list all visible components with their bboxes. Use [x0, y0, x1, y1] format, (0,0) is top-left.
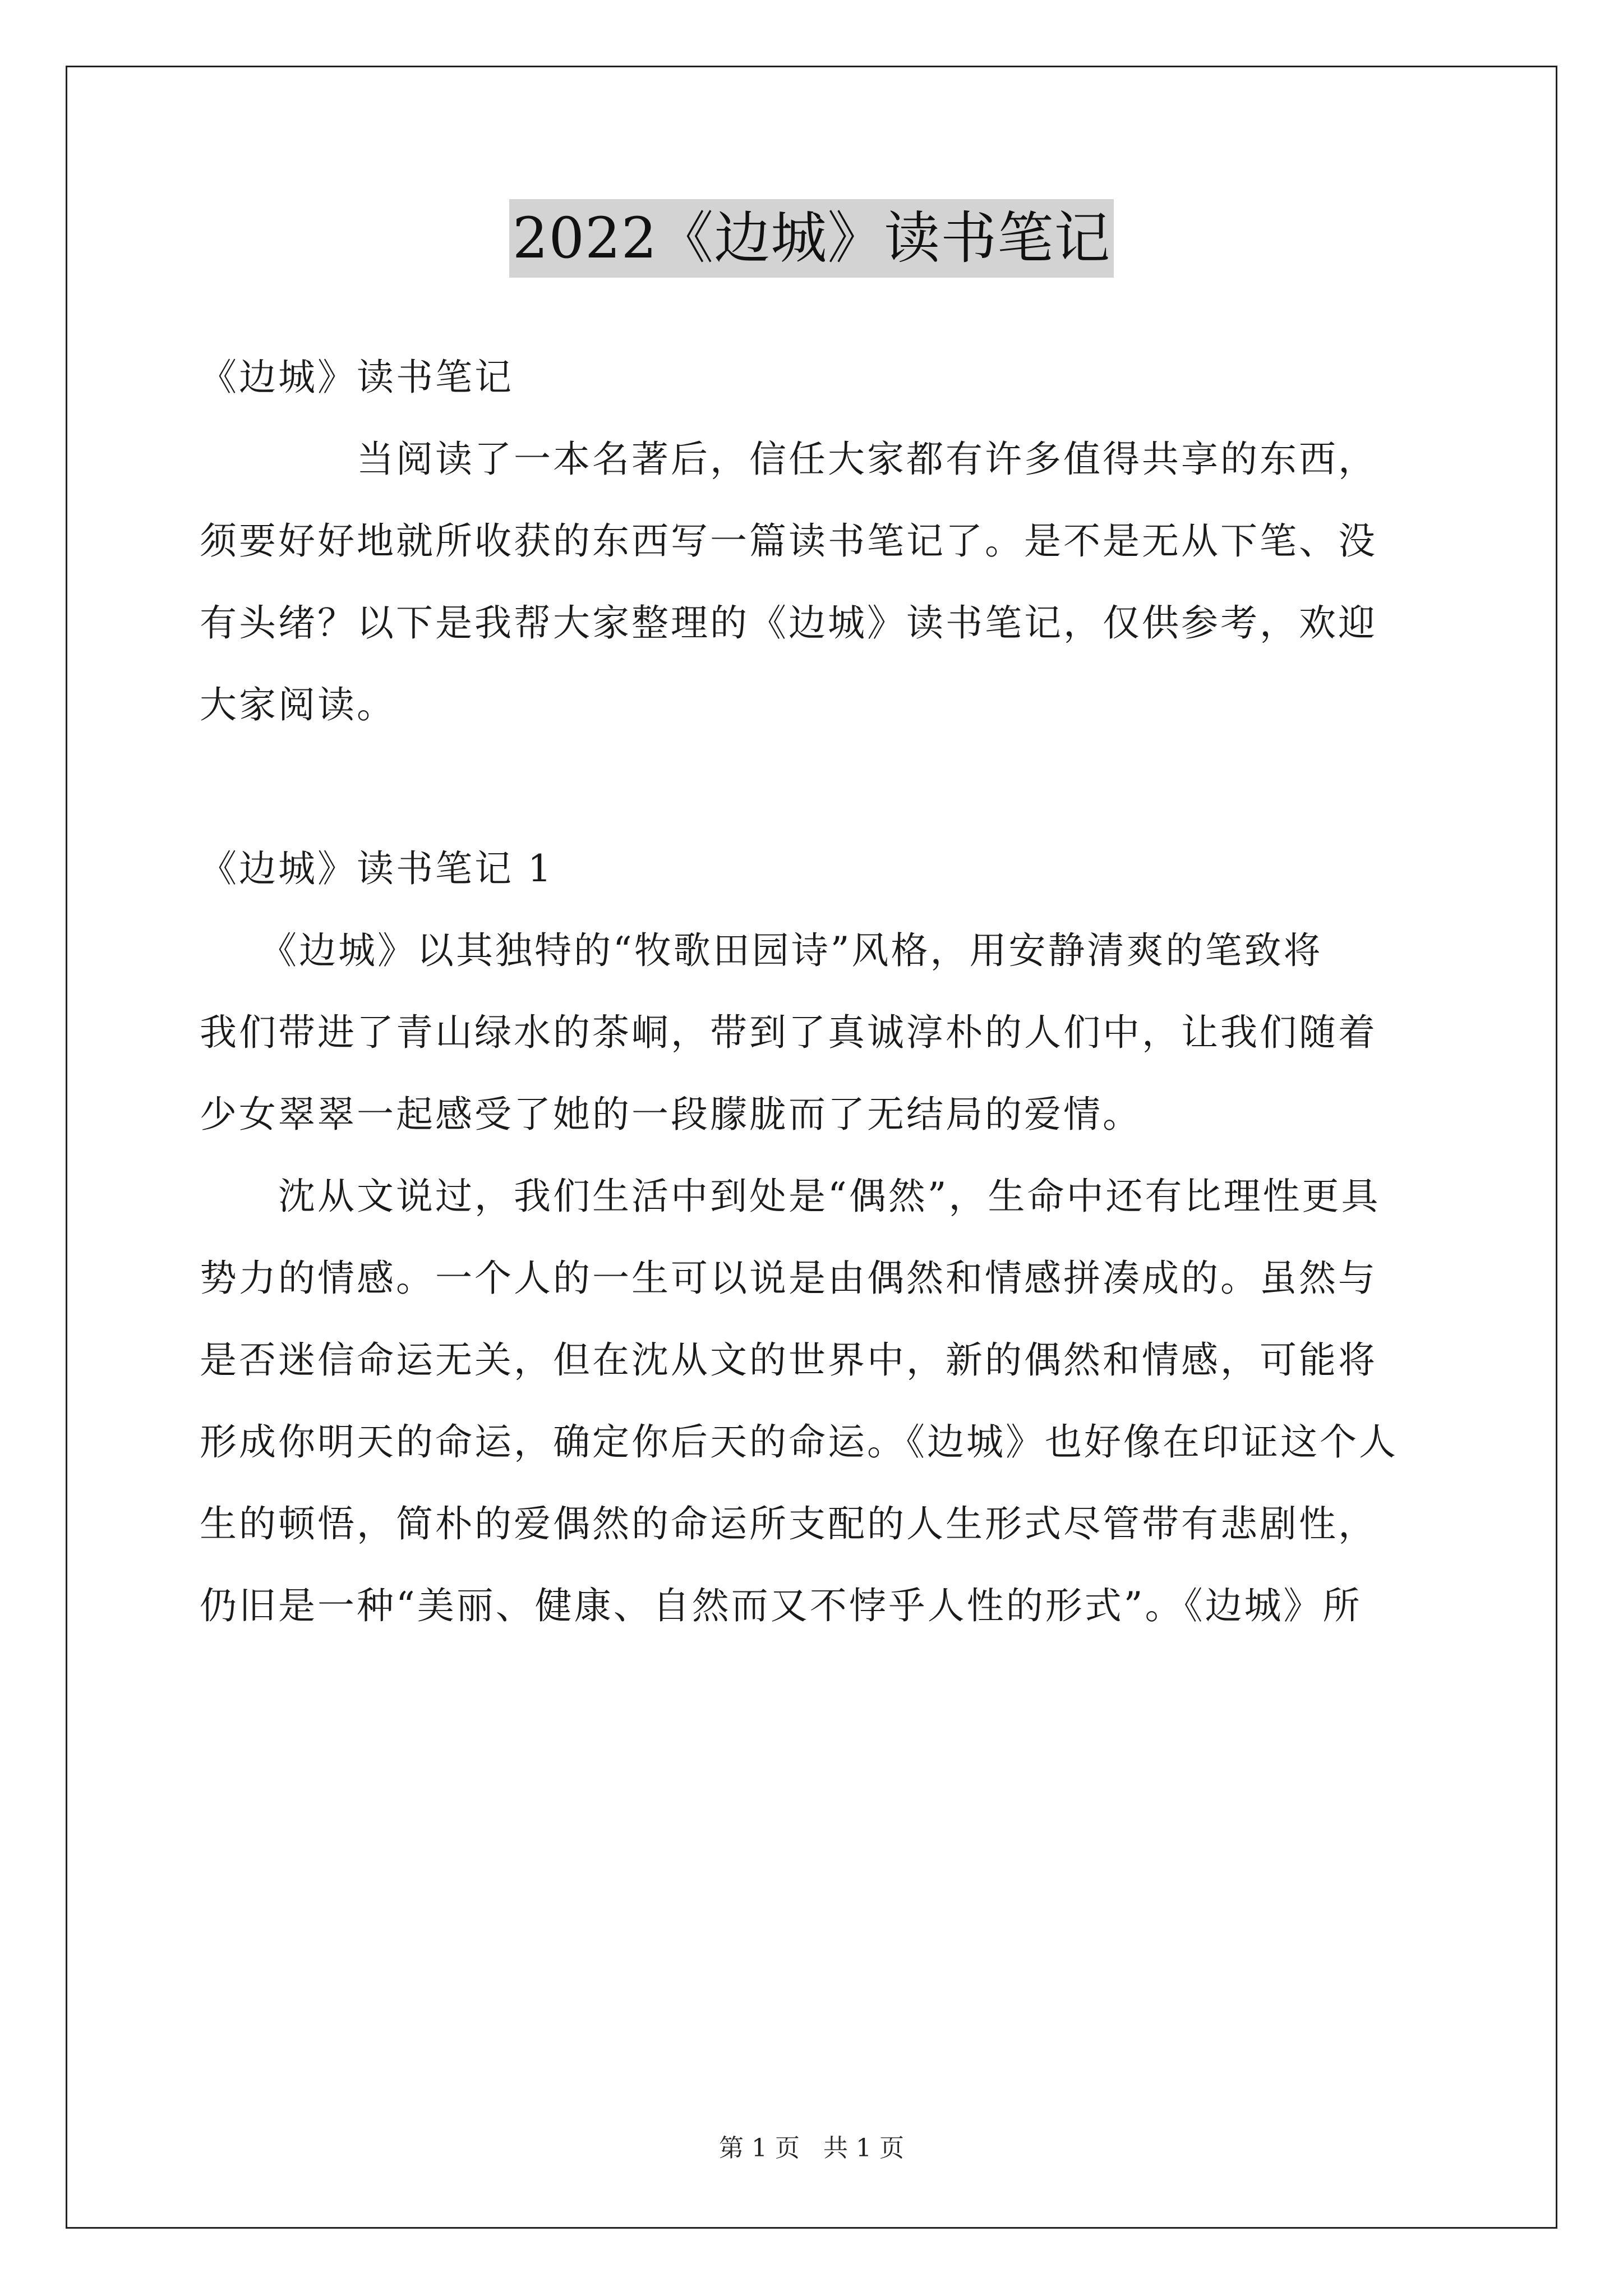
paragraph-line: 生的顿悟，简朴的爱偶然的命运所支配的人生形式尽管带有悲剧性，: [200, 1502, 1377, 1545]
intro-line: 当阅读了一本名著后，信任大家都有许多值得共享的东西，: [200, 438, 1377, 481]
paragraph-line: 《边城》以其独特的“牧歌田园诗”风格，用安静清爽的笔致将: [200, 929, 1323, 972]
paragraph-line: 是否迷信命运无关，但在沈从文的世界中，新的偶然和情感，可能将: [200, 1338, 1377, 1382]
paragraph-line: 势力的情感。一个人的一生可以说是由偶然和情感拼凑成的。虽然与: [200, 1257, 1377, 1300]
paragraph-line: 仍旧是一种“美丽、健康、自然而又不悖乎人性的形式”。《边城》所: [200, 1584, 1362, 1627]
paragraph-line: 我们带进了青山绿水的茶峒，带到了真诚淳朴的人们中，让我们随着: [200, 1011, 1377, 1054]
intro-line: 有头绪？以下是我帮大家整理的《边城》读书笔记，仅供参考，欢迎: [200, 601, 1377, 645]
document-body: [200, 337, 1428, 1647]
page-footer: [0, 2132, 1623, 2165]
document-title: 2022《边城》读书笔记: [509, 199, 1114, 278]
paragraph-line: 少女翠翠一起感受了她的一段朦胧而了无结局的爱情。: [200, 1093, 1142, 1136]
intro-line: 须要好好地就所收获的东西写一篇读书笔记了。是不是无从下笔、没: [200, 519, 1377, 563]
page-total: 共 1 页: [823, 2134, 904, 2162]
paragraph-gap: [200, 746, 1428, 828]
page-number: 第 1 页: [719, 2134, 800, 2162]
paragraph-line: 沈从文说过，我们生活中到处是“偶然”，生命中还有比理性更具: [200, 1175, 1381, 1218]
paragraph-line: 形成你明天的命运，确定你后天的命运。《边城》也好像在印证这个人: [200, 1420, 1398, 1464]
intro-line: 大家阅读。: [200, 683, 396, 726]
title-wrap: [0, 199, 1623, 278]
section-heading: 《边城》读书笔记 1: [200, 847, 554, 890]
section-heading: 《边城》读书笔记: [200, 356, 514, 399]
